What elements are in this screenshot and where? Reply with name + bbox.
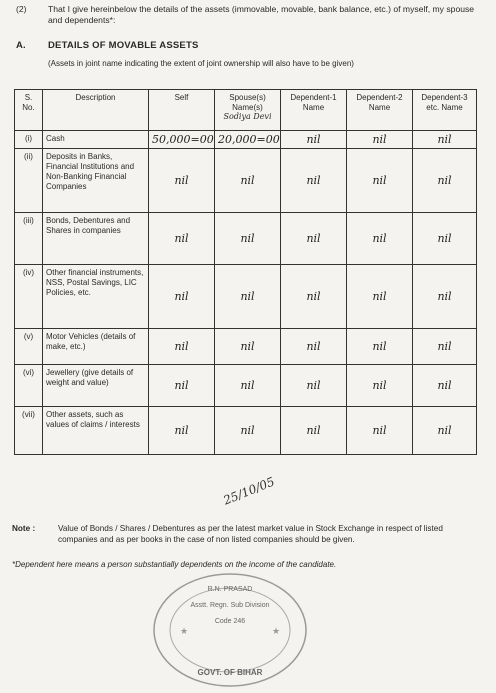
row-dependent-1-value: nil <box>281 149 347 213</box>
row-dependent-3-value: nil <box>413 365 477 407</box>
row-spouse-value: 20,000=00 <box>215 131 281 149</box>
row-dependent-3-value: nil <box>413 131 477 149</box>
row-dependent-2-value: nil <box>347 149 413 213</box>
header-spouse-label: Spouse(s) Name(s) <box>229 93 266 112</box>
row-description: Motor Vehicles (details of make, etc.) <box>43 329 149 365</box>
signature-date: 25/10/05 <box>221 474 277 508</box>
row-dependent-2-value: nil <box>347 329 413 365</box>
table-row <box>15 131 477 149</box>
stamp-line-1: R.N. PRASAD <box>207 586 253 593</box>
header-spouse <box>215 90 281 131</box>
row-dependent-2-value: nil <box>347 131 413 149</box>
row-self-value: nil <box>149 365 215 407</box>
row-dependent-1-value: nil <box>281 131 347 149</box>
row-sno: (i) <box>15 131 43 149</box>
svg-text:★: ★ <box>272 626 281 636</box>
header-description: Description <box>43 90 149 131</box>
spouse-handwritten-name: Sodiya Devi <box>223 112 272 121</box>
row-self-value: nil <box>149 407 215 455</box>
row-dependent-2-value: nil <box>347 407 413 455</box>
movable-assets-table <box>14 89 477 455</box>
table-row <box>15 265 477 329</box>
row-dependent-1-value: nil <box>281 213 347 265</box>
row-spouse-value: nil <box>215 213 281 265</box>
row-spouse-value: nil <box>215 329 281 365</box>
official-seal <box>150 572 310 688</box>
note-label: Note : <box>12 524 36 533</box>
row-dependent-2-value: nil <box>347 213 413 265</box>
stamp-line-4: GOVT. OF BIHAR <box>197 668 263 677</box>
row-sno: (vii) <box>15 407 43 455</box>
row-spouse-value: nil <box>215 365 281 407</box>
stamp-line-2: Asstt. Regn. Sub Division <box>190 602 270 609</box>
section-title: DETAILS OF MOVABLE ASSETS <box>48 40 199 51</box>
row-self-value: nil <box>149 149 215 213</box>
row-spouse-value: nil <box>215 149 281 213</box>
table-header-row <box>15 90 477 131</box>
row-dependent-1-value: nil <box>281 407 347 455</box>
table-row <box>15 149 477 213</box>
section-subnote: (Assets in joint name indicating the extent of joint ownership will also have to be given) <box>48 59 354 68</box>
header-dependent-2: Dependent-2 Name <box>347 90 413 131</box>
row-dependent-3-value: nil <box>413 407 477 455</box>
row-dependent-3-value: nil <box>413 149 477 213</box>
header-self: Self <box>149 90 215 131</box>
row-self-value: 50,000=00 <box>149 131 215 149</box>
row-dependent-3-value: nil <box>413 329 477 365</box>
row-description: Deposits in Banks, Financial Institutions and Non-Banking Financial Companies <box>43 149 149 213</box>
header-dependent-3: Dependent-3 etc. Name <box>413 90 477 131</box>
table-body <box>15 131 477 455</box>
row-description: Other assets, such as values of claims / interests <box>43 407 149 455</box>
row-sno: (vi) <box>15 365 43 407</box>
row-description: Bonds, Debentures and Shares in companies <box>43 213 149 265</box>
table-row <box>15 407 477 455</box>
row-dependent-1-value: nil <box>281 329 347 365</box>
stamp-line-3: Code 246 <box>214 618 246 625</box>
note-text: Value of Bonds / Shares / Debentures as per the latest market value in Stock Exchange in respect of listed companies and as per books in the case of non listed companies should be given. <box>58 524 443 544</box>
intro-number: (2) <box>16 4 27 14</box>
row-description: Cash <box>43 131 149 149</box>
svg-text:★: ★ <box>180 626 189 636</box>
row-dependent-1-value: nil <box>281 265 347 329</box>
intro-text: That I give hereinbelow the details of the assets (immovable, movable, bank balance, etc.) of myself, my spouse and dependents*: <box>48 4 475 25</box>
footnote: *Dependent here means a person substantially dependents on the income of the candidate. <box>12 560 337 569</box>
header-dependent-1: Dependent-1 Name <box>281 90 347 131</box>
row-description: Other financial instruments, NSS, Postal Savings, LIC Policies, etc. <box>43 265 149 329</box>
row-spouse-value: nil <box>215 407 281 455</box>
row-sno: (ii) <box>15 149 43 213</box>
header-sno: S. No. <box>15 90 43 131</box>
row-dependent-3-value: nil <box>413 265 477 329</box>
row-sno: (iv) <box>15 265 43 329</box>
row-dependent-2-value: nil <box>347 265 413 329</box>
row-dependent-2-value: nil <box>347 365 413 407</box>
row-dependent-1-value: nil <box>281 365 347 407</box>
row-sno: (iii) <box>15 213 43 265</box>
row-self-value: nil <box>149 265 215 329</box>
row-dependent-3-value: nil <box>413 213 477 265</box>
row-spouse-value: nil <box>215 265 281 329</box>
table-row <box>15 329 477 365</box>
row-self-value: nil <box>149 329 215 365</box>
table-row <box>15 213 477 265</box>
row-sno: (v) <box>15 329 43 365</box>
section-label: A. <box>16 40 26 51</box>
row-self-value: nil <box>149 213 215 265</box>
table-row <box>15 365 477 407</box>
row-description: Jewellery (give details of weight and value) <box>43 365 149 407</box>
